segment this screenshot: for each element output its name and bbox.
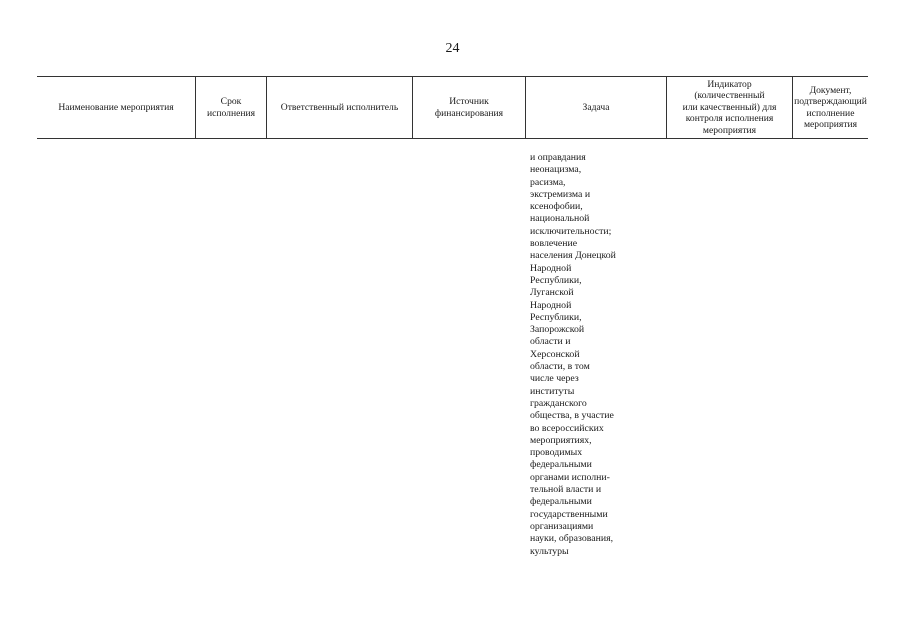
header-executor: Ответственный исполнитель xyxy=(266,77,412,138)
task-line: числе через xyxy=(530,373,579,385)
header-document: Документ, подтверждающий исполнение мероприятия xyxy=(792,77,868,138)
task-line: национальной xyxy=(530,213,590,225)
task-line: организациями xyxy=(530,520,594,532)
task-line: науки, образования, xyxy=(530,533,614,545)
task-line: органами исполни- xyxy=(530,471,610,483)
task-line: расизма, xyxy=(530,176,566,188)
task-line: во всероссийских xyxy=(530,422,604,434)
measures-table xyxy=(37,76,868,139)
task-line: тельной власти и xyxy=(530,484,602,496)
task-line: Запорожской xyxy=(530,324,585,336)
task-line: институты xyxy=(530,385,575,397)
task-line: Народной xyxy=(530,299,572,311)
task-line: неонацизма, xyxy=(530,164,582,176)
task-line: Республики, xyxy=(530,311,582,323)
task-line: федеральными xyxy=(530,496,592,508)
task-line: ксенофобии, xyxy=(530,201,583,213)
task-line: общества, в участие xyxy=(530,410,614,422)
task-line: вовлечение xyxy=(530,238,578,250)
table-header xyxy=(37,76,868,139)
task-line: экстремизма и xyxy=(530,188,591,200)
task-line: Республики, xyxy=(530,274,582,286)
header-funding-source: Источник финансирования xyxy=(412,77,525,138)
task-line: населения Донецкой xyxy=(530,250,616,262)
header-task: Задача xyxy=(525,77,666,138)
task-line: мероприятиях, xyxy=(530,434,592,446)
header-term: Срок исполнения xyxy=(195,77,266,138)
task-line: и оправдания xyxy=(530,152,586,163)
task-cell-text xyxy=(530,152,630,558)
header-indicator: Индикатор (количественный или качественный) для контроля исполнения мероприятия xyxy=(666,77,792,138)
page-number: 24 xyxy=(445,41,460,56)
task-line: гражданского xyxy=(530,397,587,409)
task-line: исключительности; xyxy=(530,225,612,237)
task-line: Народной xyxy=(530,262,572,274)
task-line: области, в том xyxy=(530,361,590,373)
task-line: государственными xyxy=(530,508,608,520)
task-line: федеральными xyxy=(530,459,592,471)
task-line: проводимых xyxy=(530,447,583,459)
task-line: Херсонской xyxy=(530,348,580,360)
header-name: Наименование мероприятия xyxy=(58,101,174,113)
task-line: области и xyxy=(530,336,571,348)
task-line: Луганской xyxy=(530,287,574,299)
task-line: культуры xyxy=(530,545,569,557)
